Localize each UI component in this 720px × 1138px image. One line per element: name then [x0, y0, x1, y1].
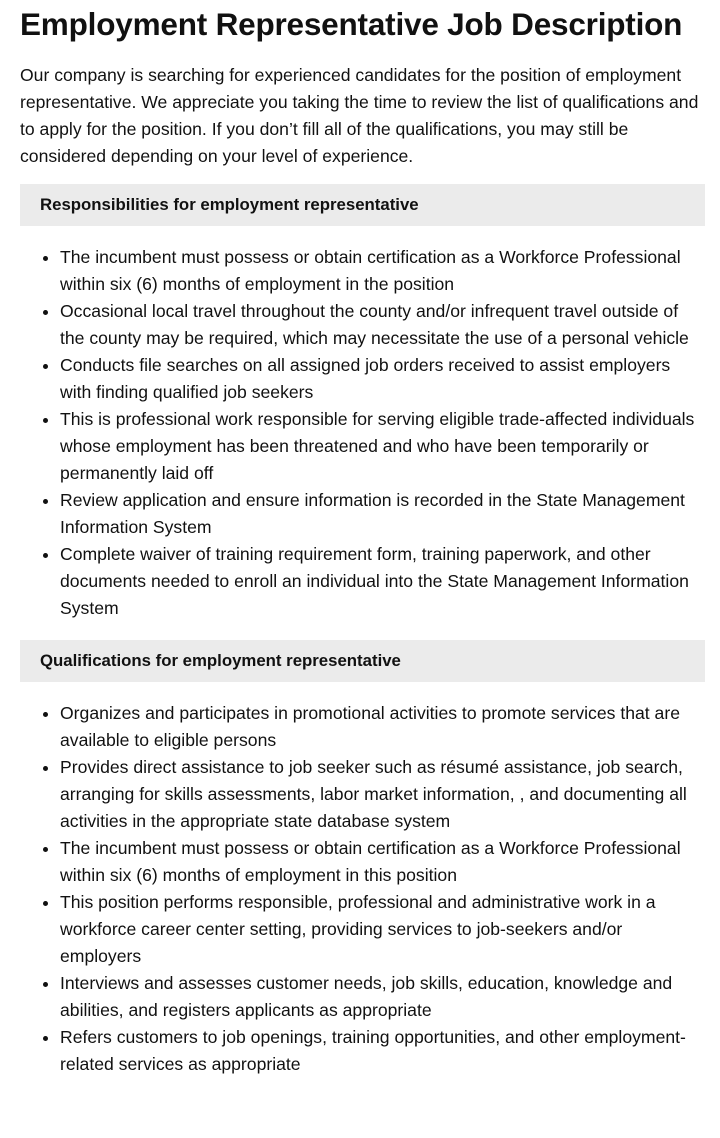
responsibilities-list [20, 244, 700, 622]
list-item: • Refers customers to job openings, training opportunities, and other employment-related services as appropriate [60, 1024, 700, 1078]
qualifications-heading: Qualifications for employment representative [20, 640, 705, 682]
qualifications-list [20, 700, 700, 1078]
list-item: • Interviews and assesses customer needs, job skills, education, knowledge and abilities, and registers applicants as appropriate [60, 970, 700, 1024]
page-title: Employment Representative Job Description [20, 6, 683, 42]
list-item: • Provides direct assistance to job seeker such as résumé assistance, job search, arranging for skills assessments, labor market information, , and documenting all activities in the appropriate state database system [60, 754, 700, 835]
list-item: • This is professional work responsible for serving eligible trade-affected individuals whose employment has been threatened and who have been temporarily or permanently laid off [60, 406, 700, 487]
list-item: • Conducts file searches on all assigned job orders received to assist employers with finding qualified job seekers [60, 352, 700, 406]
list-item: • The incumbent must possess or obtain certification as a Workforce Professional within six (6) months of employment in this position [60, 835, 700, 889]
list-item: • Occasional local travel throughout the county and/or infrequent travel outside of the county may be required, which may necessitate the use of a personal vehicle [60, 298, 700, 352]
list-item: • This position performs responsible, professional and administrative work in a workforce career center setting, providing services to job-seekers and/or employers [60, 889, 700, 970]
list-item: • Review application and ensure information is recorded in the State Management Information System [60, 487, 700, 541]
intro-paragraph: Our company is searching for experienced candidates for the position of employment representative. We appreciate you taking the time to review the list of qualifications and to apply for the position. If you don’t fill all of the qualifications, you may still be considered depending on your level of experience. [20, 65, 699, 166]
list-item: • Complete waiver of training requirement form, training paperwork, and other documents needed to enroll an individual into the State Management Information System [60, 541, 700, 622]
list-item: • The incumbent must possess or obtain certification as a Workforce Professional within six (6) months of employment in the position [60, 244, 700, 298]
responsibilities-heading: Responsibilities for employment representative [20, 184, 705, 226]
list-item: • Organizes and participates in promotional activities to promote services that are available to eligible persons [60, 700, 700, 754]
